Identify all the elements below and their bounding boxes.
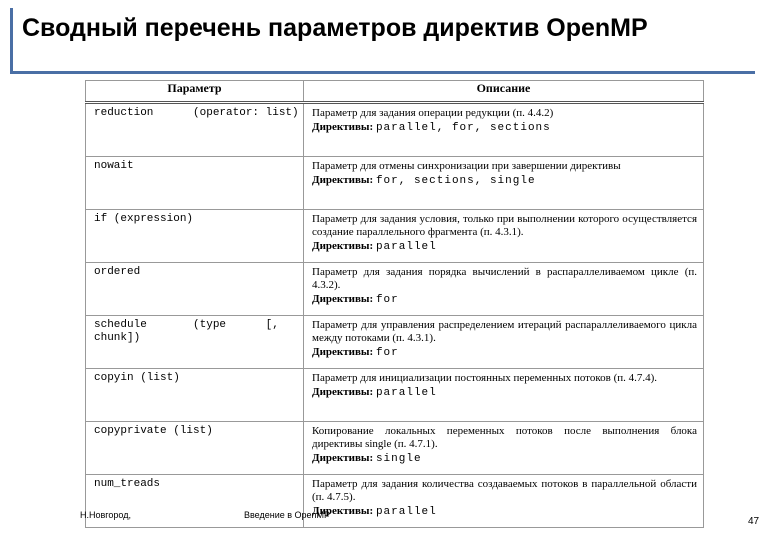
directives-list: parallel [375, 241, 437, 253]
description-text: Параметр для управления распределением итераций распараллеливаемого цикла между потоками (п. 4.3.1). [312, 319, 697, 344]
table-row [86, 103, 704, 157]
param-cell [86, 103, 304, 157]
directives-list: for [375, 294, 399, 306]
header-description: Описание [304, 81, 704, 103]
directives-line [312, 240, 697, 254]
description-text: Параметр для отмены синхронизации при завершении директивы [312, 160, 621, 172]
table-row [86, 422, 704, 475]
description-text: Копирование локальных переменных потоков после выполнения блока директивы single (п. 4.7.1). [312, 425, 697, 450]
directives-list: for [375, 347, 399, 359]
directives-label: Директивы: [312, 174, 374, 186]
param-name: copyprivate (list) [94, 425, 213, 437]
directives-line [312, 174, 697, 188]
directives-line [312, 386, 697, 400]
directives-label: Директивы: [312, 121, 374, 133]
directives-line [312, 293, 697, 307]
footer-course: Введение в OpenMP [244, 510, 331, 520]
description-cell [304, 210, 704, 263]
description-cell [304, 103, 704, 157]
description-text: Параметр для задания операции редукции (п. 4.4.2) [312, 107, 554, 119]
param-name: if (expression) [94, 213, 194, 225]
param-cell [86, 316, 304, 369]
directives-list: parallel, for, sections [375, 122, 551, 134]
param-name: ordered [94, 266, 141, 278]
directives-label: Директивы: [312, 386, 374, 398]
description-cell [304, 369, 704, 422]
table-row [86, 263, 704, 316]
directives-list: parallel [375, 387, 437, 399]
directives-line [312, 121, 697, 135]
page-number: 47 [748, 516, 760, 527]
param-cell [86, 210, 304, 263]
description-cell [304, 157, 704, 210]
directives-label: Директивы: [312, 505, 374, 517]
table-row [86, 157, 704, 210]
param-cell [86, 263, 304, 316]
table-row [86, 316, 704, 369]
param-cell [86, 157, 304, 210]
description-text: Параметр для задания условия, только при выполнении которого осуществляется создание параллельного фрагмента (п. 4.3.1). [312, 213, 697, 238]
param-name: copyin (list) [94, 372, 180, 384]
param-name: schedule (type [, chunk]) [94, 319, 286, 344]
directives-list: single [375, 453, 422, 465]
directives-list: parallel [375, 506, 437, 518]
footer-location: Н.Новгород, [80, 510, 131, 520]
directives-label: Директивы: [312, 293, 374, 305]
directives-line [312, 452, 697, 466]
description-cell [304, 316, 704, 369]
param-name: reduction (operator: list) [94, 107, 299, 119]
parameters-table [85, 80, 704, 528]
description-text: Параметр для инициализации постоянных переменных потоков (п. 4.7.4). [312, 372, 658, 384]
table-row [86, 475, 704, 528]
param-name: nowait [94, 160, 134, 172]
table-row [86, 210, 704, 263]
param-name: num_treads [94, 478, 161, 490]
description-cell [304, 422, 704, 475]
directives-label: Директивы: [312, 452, 374, 464]
table-row [86, 369, 704, 422]
slide-title: Сводный перечень параметров директив OpenMP [22, 14, 648, 42]
directives-list: for, sections, single [375, 175, 536, 187]
directives-label: Директивы: [312, 240, 374, 252]
description-cell [304, 475, 704, 528]
param-cell [86, 422, 304, 475]
directives-line [312, 505, 697, 519]
directives-label: Директивы: [312, 346, 374, 358]
description-text: Параметр для задания количества создаваемых потоков в параллельной области (п. 4.7.5). [312, 478, 697, 503]
table-header-row [86, 81, 704, 103]
header-parameter: Параметр [86, 81, 304, 103]
directives-line [312, 346, 697, 360]
param-cell [86, 369, 304, 422]
description-cell [304, 263, 704, 316]
description-text: Параметр для задания порядка вычислений в распараллеливаемом цикле (п. 4.3.2). [312, 266, 697, 291]
